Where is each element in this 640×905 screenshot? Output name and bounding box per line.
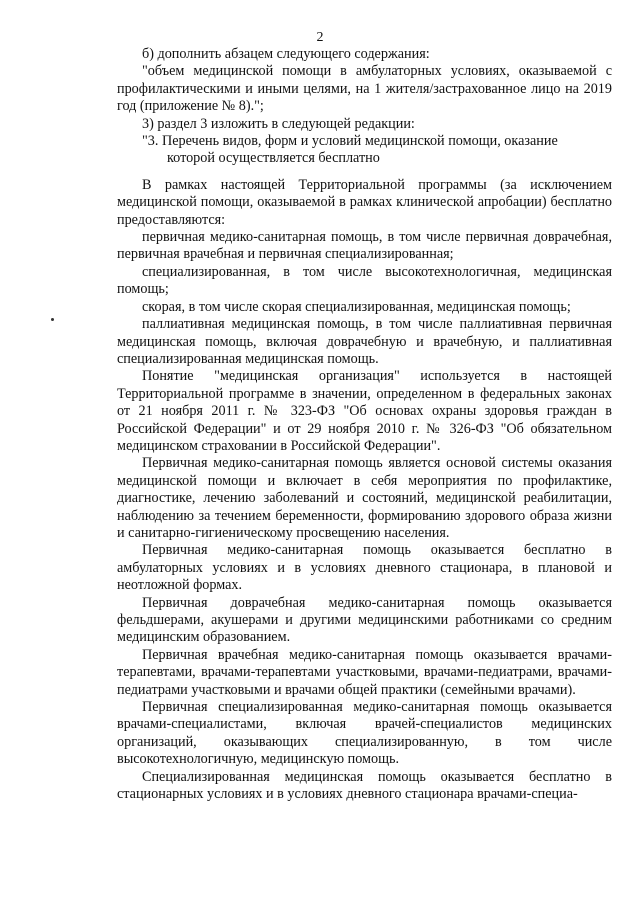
page-number: 2 <box>316 30 324 45</box>
margin-mark <box>51 318 54 321</box>
section-heading-line1: "3. Перечень видов, форм и условий медицинской помощи, оказание <box>142 133 558 150</box>
paragraph-medical-organization: Понятие "медицинская организация" используется в настоящей Территориальной программе в значении, определенном в федеральных законах от 21 ноября 2011 г. № 323-ФЗ "Об основах охраны здоровья граждан в Российской Федерации" и от 29 ноября 2010 г. № 326-ФЗ "Об обязательном медицинском страховании в Российской Федерации". <box>117 368 612 454</box>
paragraph-specialized-free: Специализированная медицинская помощь оказывается бесплатно в стационарных условиях и в условиях дневного стационара врачами-специа- <box>117 768 612 803</box>
paragraph-pre-physician: Первичная доврачебная медико-санитарная помощь оказывается фельдшерами, акушерами и другими медицинскими работниками со средним медицинским образованием. <box>117 594 612 646</box>
paragraph-emergency-care: скорая, в том числе скорая специализированная, медицинская помощь; <box>142 298 571 315</box>
paragraph-palliative-care: паллиативная медицинская помощь, в том числе паллиативная первичная медицинская помощь, включая доврачебную и врачебную, и паллиативная специализированная медицинская помощь. <box>117 316 612 367</box>
document-body <box>117 46 612 803</box>
paragraph-primary-care: первичная медико-санитарная помощь, в том числе первичная доврачебная, первичная врачебная и первичная специализированная; <box>117 229 612 263</box>
section-heading <box>117 133 612 168</box>
paragraph-amendment-3: 3) раздел 3 изложить в следующей редакции: <box>142 115 415 132</box>
paragraph-program-scope: В рамках настоящей Территориальной программы (за исключением медицинской помощи, оказываемой в рамках клинической апробации) бесплатно предоставляются: <box>117 176 612 228</box>
paragraph-amendment-b: б) дополнить абзацем следующего содержания: <box>142 46 430 62</box>
paragraph-primary-specialized: Первичная специализированная медико-санитарная помощь оказывается врачами-специалистами, включая врачей-специалистов медицинских организаций, оказывающих специализированную, в том числе высокотехнологичную, медицинскую помощь. <box>117 699 612 768</box>
paragraph-primary-basis: Первичная медико-санитарная помощь является основой системы оказания медицинской помощи и включает в себя мероприятия по профилактике, диагностике, лечению заболеваний и состояний, медицинской реабилитации, наблюдению за течением беременности, формированию здорового образа жизни и санитарно-гигиеническому просвещению населения. <box>117 455 612 541</box>
paragraph-physician: Первичная врачебная медико-санитарная помощь оказывается врачами-терапевтами, врачами-терапевтами участковыми, врачами-педиатрами, врачами-педиатрами участковыми и врачами общей практики (семейными врачами). <box>117 646 612 698</box>
paragraph-quoted-volume: "объем медицинской помощи в амбулаторных условиях, оказываемой с профилактическими и иными целями, на 1 жителя/застрахованное лицо на 2019 год (приложение № 8)."; <box>117 63 612 115</box>
section-heading-line2: которой осуществляется бесплатно <box>167 150 380 167</box>
paragraph-specialized-care: специализированная, в том числе высокотехнологичная, медицинская помощь; <box>117 263 612 298</box>
paragraph-primary-free: Первичная медико-санитарная помощь оказывается бесплатно в амбулаторных условиях и в условиях дневного стационара, в плановой и неотложной формах. <box>117 542 612 594</box>
